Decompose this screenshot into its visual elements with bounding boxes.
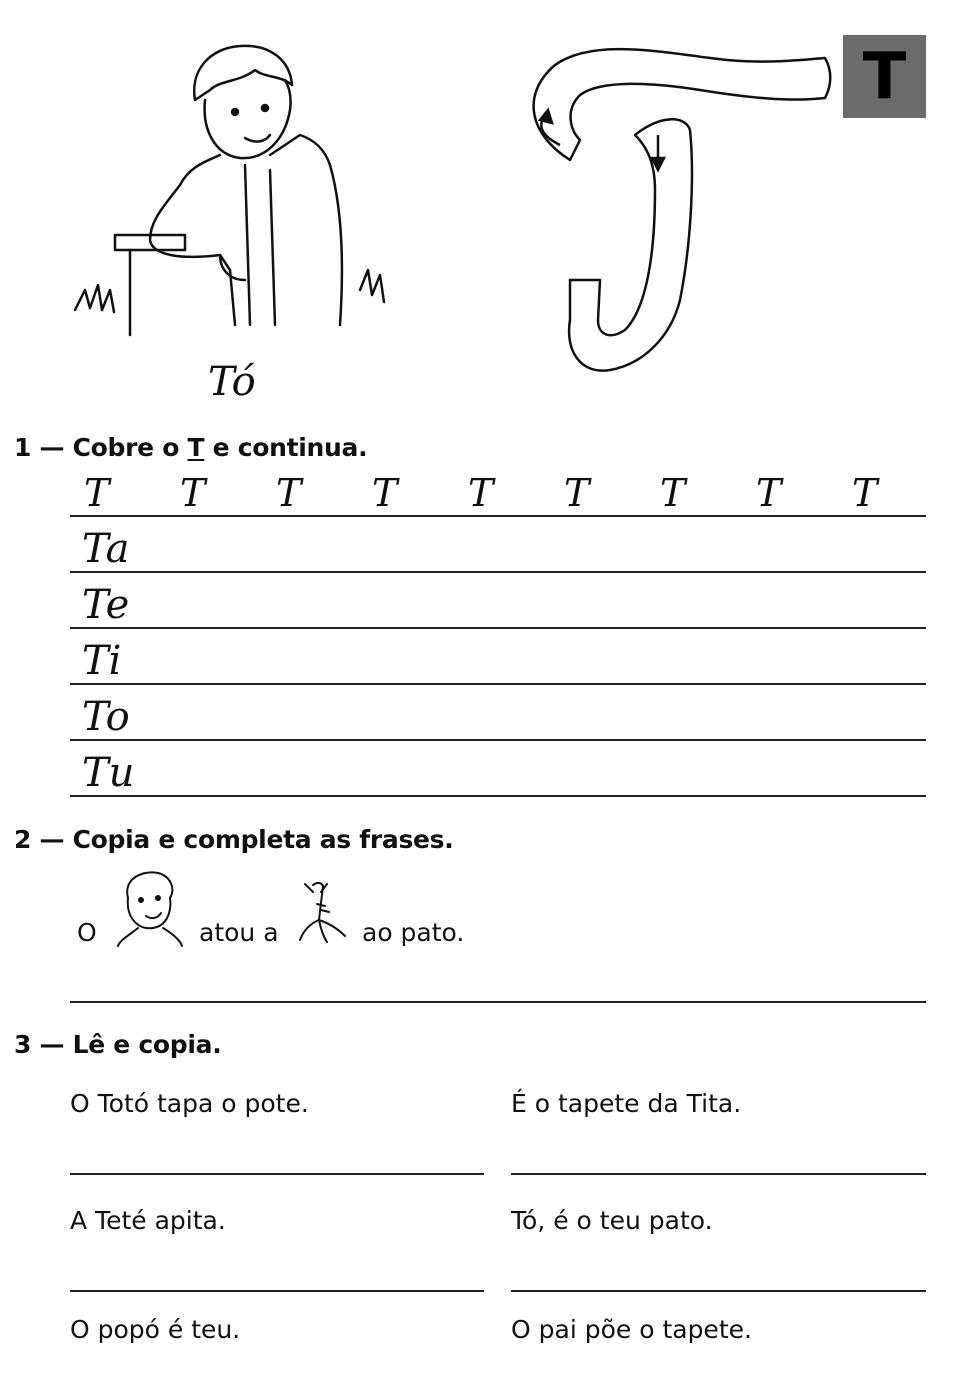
- trace-letter: T: [276, 471, 302, 515]
- writing-line[interactable]: [70, 795, 926, 797]
- trace-letter: T: [852, 471, 878, 515]
- writing-line[interactable]: [70, 1001, 926, 1003]
- writing-line[interactable]: [70, 515, 926, 517]
- writing-line[interactable]: [511, 1290, 926, 1292]
- trace-letter: T: [564, 471, 590, 515]
- writing-line[interactable]: [70, 739, 926, 741]
- trace-letter: T: [468, 471, 494, 515]
- writing-line[interactable]: [70, 571, 926, 573]
- exercise-1-text-before: Cobre o: [72, 433, 180, 462]
- trace-row: [70, 471, 926, 516]
- sentence: O popó é teu.: [70, 1315, 241, 1344]
- exercise-2-word-2: atou a: [199, 918, 279, 947]
- exercise-2-number: 2 —: [14, 825, 65, 854]
- chicken-foot-icon: [295, 880, 350, 946]
- writing-line[interactable]: [70, 1173, 484, 1175]
- exercise-2-word-3: ao pato.: [362, 918, 465, 947]
- trace-letter: T: [180, 471, 206, 515]
- writing-line[interactable]: [70, 683, 926, 685]
- exercise-2-heading: [14, 825, 453, 854]
- exercise-3-heading: [14, 1030, 221, 1059]
- exercise-2-title: Copia e completa as frases.: [72, 825, 454, 854]
- exercise-2-word-1: O: [77, 918, 97, 947]
- sentence: A Teté apita.: [70, 1206, 226, 1235]
- syllable-model: Ta: [82, 526, 130, 572]
- trace-letter: T: [84, 471, 110, 515]
- syllable-model: Te: [82, 582, 130, 628]
- exercise-1-heading: [14, 433, 367, 462]
- syllable-model: Ti: [82, 638, 122, 684]
- letter-t-outline-guide: [510, 40, 840, 385]
- exercise-1-number: 1 —: [14, 433, 65, 462]
- writing-line[interactable]: [70, 1290, 484, 1292]
- exercise-1-text-after: e continua.: [212, 433, 368, 462]
- trace-letter: T: [372, 471, 398, 515]
- exercise-1-letter: T: [187, 433, 205, 462]
- sentence: O Totó tapa o pote.: [70, 1089, 309, 1118]
- character-name: Tó: [208, 359, 256, 405]
- sentence: O pai põe o tapete.: [511, 1315, 752, 1344]
- sentence: Tó, é o teu pato.: [511, 1206, 713, 1235]
- boy-head-icon: [108, 868, 186, 948]
- boy-illustration: [70, 40, 400, 340]
- exercise-3-title: Lê e copia.: [72, 1030, 222, 1059]
- writing-line[interactable]: [511, 1173, 926, 1175]
- syllable-model: To: [82, 694, 130, 740]
- trace-letter: T: [756, 471, 782, 515]
- letter-badge: [843, 35, 926, 118]
- writing-line[interactable]: [70, 627, 926, 629]
- sentence: É o tapete da Tita.: [511, 1089, 742, 1118]
- syllable-model: Tu: [82, 750, 135, 796]
- exercise-3-number: 3 —: [14, 1030, 65, 1059]
- trace-letter: T: [660, 471, 686, 515]
- letter-badge-text: T: [862, 39, 907, 114]
